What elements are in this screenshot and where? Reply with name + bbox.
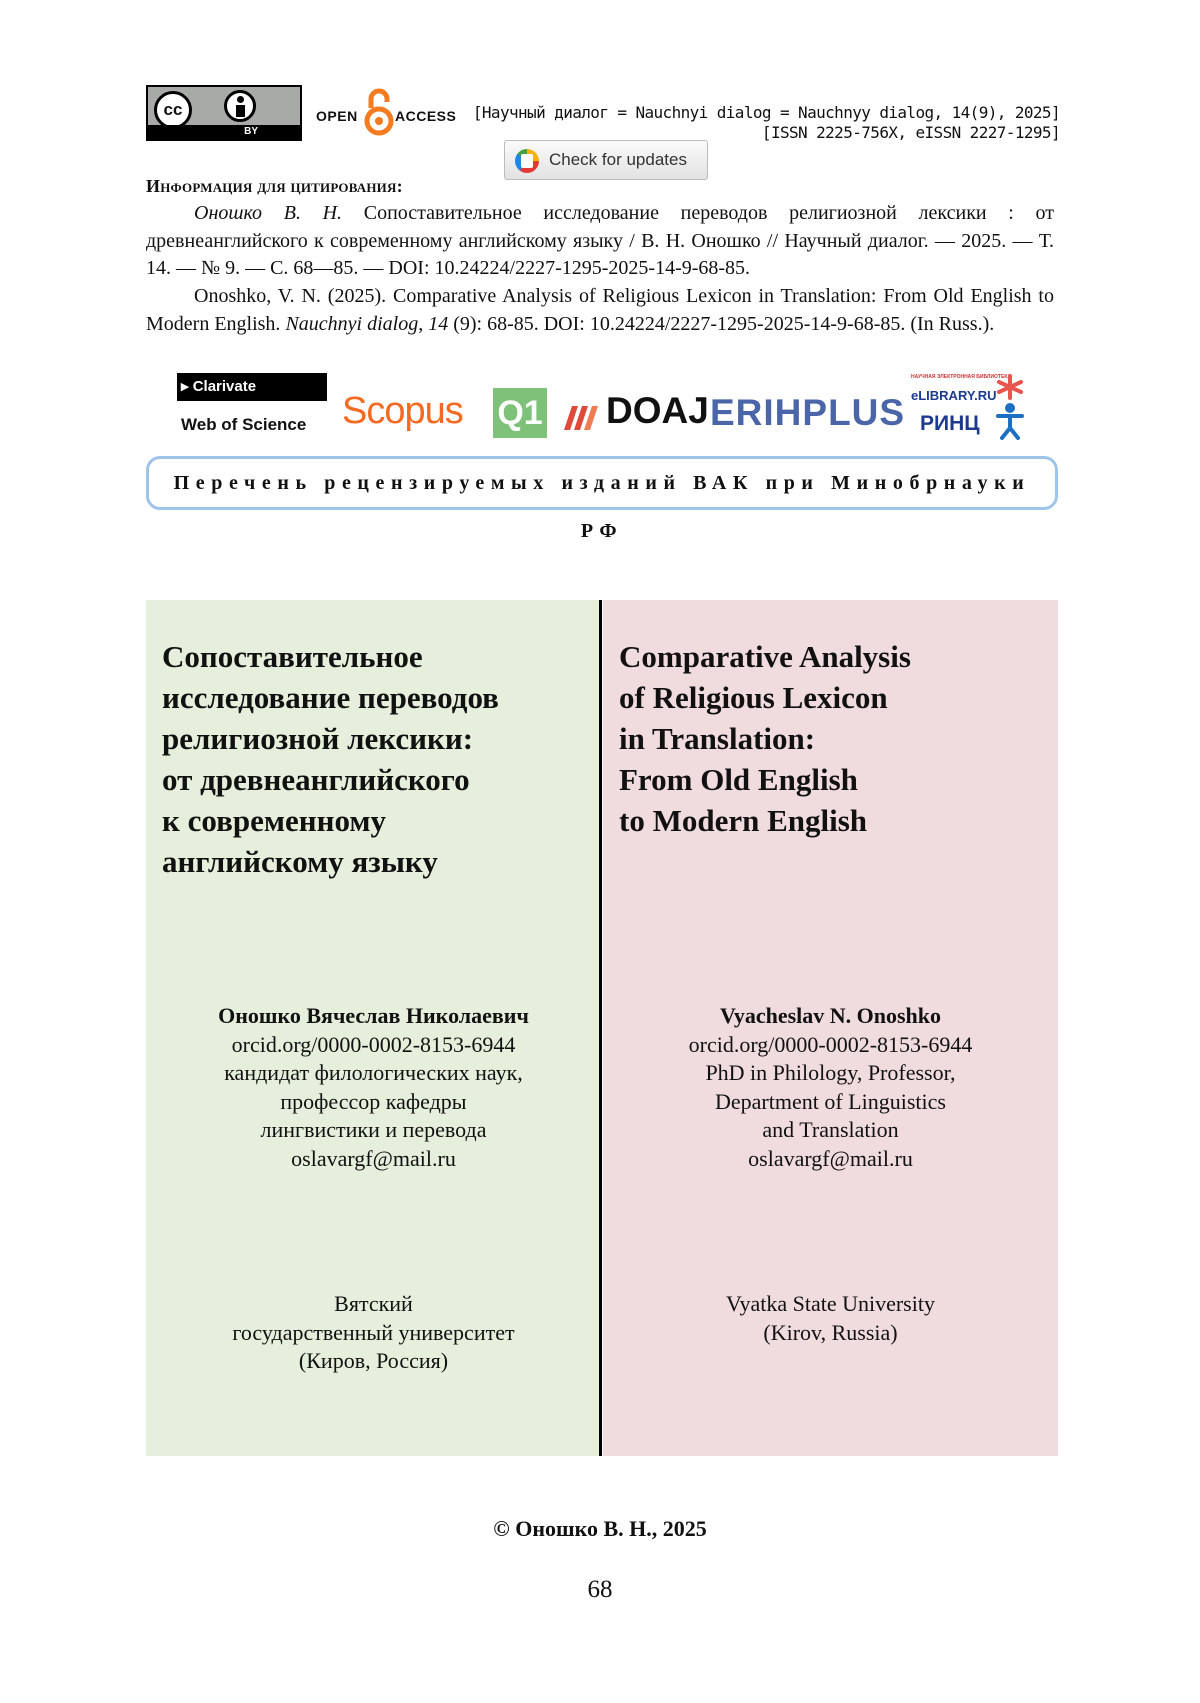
author-block-ru bbox=[146, 1002, 601, 1173]
author-name: Оношко Вячеслав Николаевич bbox=[218, 1003, 529, 1028]
author-name: Vyacheslav N. Onoshko bbox=[719, 1003, 942, 1028]
elibrary-caption: НАУЧНАЯ ЭЛЕКТРОННАЯ БИБЛИОТЕКА bbox=[911, 374, 1011, 380]
affiliation-en bbox=[603, 1290, 1058, 1347]
web-of-science-logo[interactable]: Web of Science bbox=[181, 415, 307, 434]
article-title-en bbox=[619, 636, 911, 841]
elibrary-label: eLIBRARY.RU bbox=[911, 388, 997, 403]
citation-ru-text: Сопоставительное исследование переводов религиозной лексики : от древнеанглийского к современному английскому языку / В. Н. Оношко // Научный диалог. — 2025. — Т. 14. — № 9. — С. 68—85. — DOI: 10.24224/2227-1295-2025-14-9-68-85. bbox=[146, 202, 1054, 279]
open-access-word-access: ACCESS bbox=[395, 108, 457, 124]
author-position: профессор кафедры bbox=[280, 1088, 467, 1114]
author-block-en bbox=[603, 1002, 1058, 1173]
citation-ru-author: Оношко В. Н. bbox=[194, 202, 343, 224]
title-line: исследование переводов bbox=[162, 680, 499, 715]
author-position: PhD in Philology, Professor, bbox=[705, 1060, 956, 1085]
doaj-logo[interactable]: DOAJ bbox=[606, 390, 709, 431]
journal-ref-line: [Научный диалог = Nauchnyi dialog = Nauchnyy dialog, 14(9), 2025] bbox=[472, 103, 1060, 122]
cc-by-license-badge[interactable] bbox=[146, 85, 302, 141]
orcid-link[interactable]: orcid.org/0000-0002-8153-6944 bbox=[688, 1031, 973, 1057]
article-title-ru bbox=[162, 636, 499, 882]
title-line: от древнеанглийского bbox=[162, 762, 470, 797]
erihplus-logo[interactable]: ERIHPLUS bbox=[710, 392, 906, 433]
license-by-label: BY bbox=[244, 126, 258, 137]
title-line: английскому языку bbox=[162, 844, 438, 879]
journal-issn-line: [ISSN 2225-756X, eISSN 2227-1295] bbox=[761, 123, 1060, 142]
open-access-logo bbox=[316, 86, 456, 138]
scopus-logo[interactable]: Scopus bbox=[342, 390, 463, 432]
author-email[interactable]: oslavargf@mail.ru bbox=[291, 1145, 456, 1171]
author-position: кандидат филологических наук, bbox=[224, 1060, 523, 1085]
affiliation-line: (Киров, Россия) bbox=[298, 1348, 449, 1373]
citation-english bbox=[146, 283, 1054, 338]
citation-heading: Информация для цитирования: bbox=[146, 176, 403, 196]
affiliation-line: Vyatka State University bbox=[726, 1291, 935, 1316]
title-line: Comparative Analysis bbox=[619, 639, 911, 674]
author-position: Department of Linguistics bbox=[715, 1088, 946, 1114]
q1-quartile-badge: Q1 bbox=[493, 388, 547, 438]
open-access-lock-icon bbox=[364, 86, 394, 138]
russian-title-panel bbox=[146, 600, 601, 1456]
citation-en-journal: Nauchnyi dialog, 14 bbox=[285, 312, 449, 335]
title-line: Сопоставительное bbox=[162, 639, 423, 674]
rinc-label: РИНЦ bbox=[920, 412, 980, 435]
affiliation-line: (Kirov, Russia) bbox=[763, 1319, 898, 1345]
orcid-link[interactable]: orcid.org/0000-0002-8153-6944 bbox=[231, 1031, 516, 1057]
affiliation-line: государственный университет bbox=[232, 1319, 515, 1345]
elibrary-rinc-logo[interactable] bbox=[906, 374, 1026, 440]
open-access-word-open: OPEN bbox=[316, 108, 358, 124]
doaj-mark-icon bbox=[562, 402, 602, 432]
attribution-person-icon bbox=[224, 90, 256, 122]
title-line: религиозной лексики: bbox=[162, 721, 474, 756]
creative-commons-icon: cc bbox=[154, 91, 192, 129]
title-line: of Religious Lexicon bbox=[619, 680, 888, 715]
title-line: in Translation: bbox=[619, 721, 816, 756]
affiliation-line: Вятский bbox=[334, 1291, 413, 1316]
citation-en-text-start: Onoshko, V. N. (2025). Comparative Analysis of Religious Lexicon in Translation: From Old English to Modern English. bbox=[146, 285, 1054, 335]
title-line: From Old English bbox=[619, 762, 858, 797]
vak-list-banner: Перечень рецензируемых изданий ВАК при Минобрнауки РФ bbox=[146, 456, 1058, 510]
journal-reference bbox=[473, 103, 1060, 143]
clarivate-logo[interactable]: ▸ Clarivate bbox=[177, 373, 327, 401]
copyright-notice: © Оношко В. Н., 2025 bbox=[493, 1516, 707, 1541]
citation-en-text-end: (9): 68-85. DOI: 10.24224/2227-1295-2025-14-9-68-85. (In Russ.). bbox=[448, 312, 995, 335]
crossmark-icon bbox=[515, 149, 539, 173]
check-for-updates-label: Check for updates bbox=[549, 150, 687, 169]
check-for-updates-button[interactable] bbox=[504, 140, 708, 180]
rinc-person-icon bbox=[994, 374, 1026, 440]
clarivate-label: Clarivate bbox=[192, 378, 257, 395]
author-position: лингвистики и перевода bbox=[260, 1117, 487, 1142]
citation-russian bbox=[146, 200, 1054, 283]
english-title-panel bbox=[603, 600, 1058, 1456]
page-number: 68 bbox=[587, 1576, 613, 1603]
title-line: к современному bbox=[162, 803, 386, 838]
author-email[interactable]: oslavargf@mail.ru bbox=[748, 1145, 913, 1171]
author-position: and Translation bbox=[762, 1117, 899, 1142]
title-line: to Modern English bbox=[619, 803, 868, 838]
affiliation-ru bbox=[146, 1290, 601, 1376]
column-divider bbox=[599, 600, 602, 1456]
